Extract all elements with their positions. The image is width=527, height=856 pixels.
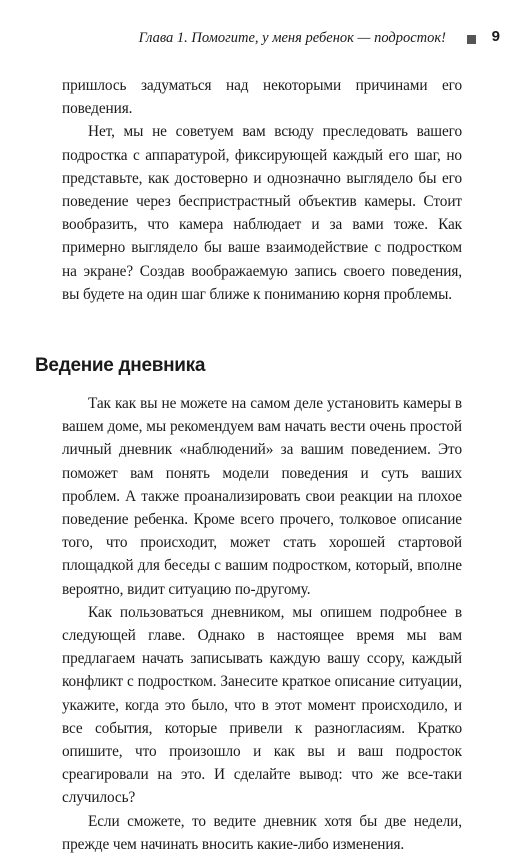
page-body bbox=[35, 74, 462, 856]
page-number: 9 bbox=[491, 28, 500, 45]
paragraph: Как пользоваться дневником, мы опишем подробнее в следующей главе. Однако в настоящее время мы вам предлагаем начать записывать каждую вашу ссору, каждый конфликт с подростком. Занесите краткое описание ситуации, укажите, когда это было, что в этот момент происходило, и все события, которые привели к разногласиям. Кратко опишите, что произошло и как вы и ваш подросток среагировали на это. И сделайте вывод: что же все-таки случилось? bbox=[62, 603, 462, 807]
chapter-title: Глава 1. Помогите, у меня ребенок — подросток! bbox=[138, 30, 446, 46]
section-heading: Ведение дневника bbox=[35, 355, 206, 377]
running-header bbox=[60, 28, 500, 52]
paragraph: Если сможете, то ведите дневник хотя бы две недели, прежде чем начинать вносить какие-либо изменения. bbox=[62, 812, 462, 853]
paragraph-continued: пришлось задуматься над некоторыми причинами его поведения. bbox=[62, 77, 462, 118]
paragraph: Так как вы не можете на самом деле установить камеры в вашем доме, мы рекомендуем вам начать вести очень простой личный дневник «наблюдений» за вашим поведением. Это поможет вам понять модели поведения и суть ваших проблем. А также проанализировать свои реакции на плохое поведение ребенка. Кроме всего прочего, толковое описание того, что происходит, может стать хорошей стартовой площадкой для беседы с вашим подростком, который, вполне вероятно, видит ситуацию по-другому. bbox=[62, 395, 462, 598]
header-square-icon bbox=[467, 35, 476, 44]
paragraph: Нет, мы не советуем вам всюду преследовать вашего подростка с аппаратурой, фиксирующей каждый его шаг, но представьте, как достоверно и однозначно выглядело бы его поведение через беспристрастный объектив камеры. Стоит вообразить, что камера наблюдает и за вами тоже. Как примерно выглядело бы ваше взаимодействие с подростком на экране? Создав воображаемую запись своего поведения, вы будете на один шаг ближе к пониманию корня проблемы. bbox=[62, 123, 462, 303]
